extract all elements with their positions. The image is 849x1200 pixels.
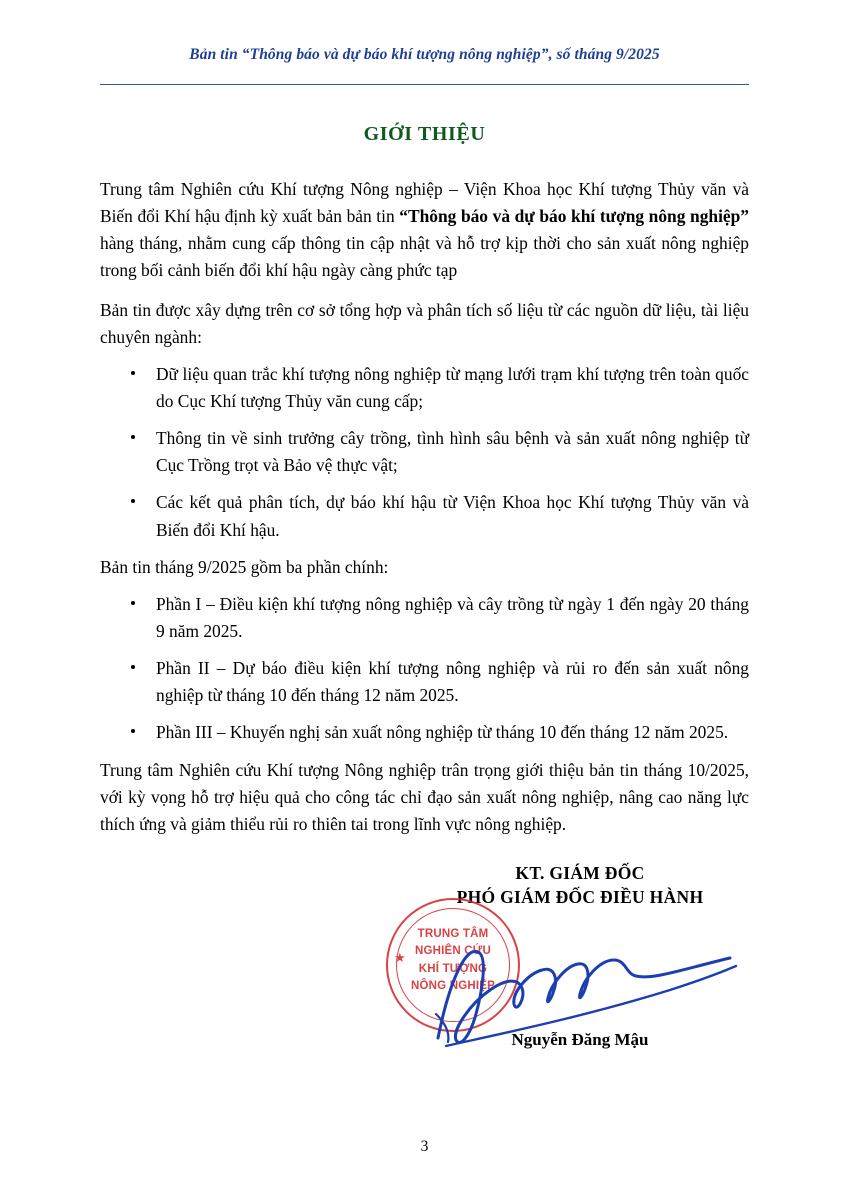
list-item-text: Phần III – Khuyến nghị sản xuất nông nghiệp từ tháng 10 đến tháng 12 năm 2025. — [156, 722, 729, 743]
parts-lead-paragraph: Bản tin tháng 9/2025 gồm ba phần chính: — [100, 556, 389, 577]
page-number: 3 — [420, 1138, 429, 1155]
list-item — [100, 361, 749, 415]
signature-title-line1: KT. GIÁM ĐỐC — [515, 862, 645, 883]
list-item — [100, 489, 749, 543]
list-item-text: Dữ liệu quan trắc khí tượng nông nghiệp từ mạng lưới trạm khí tượng trên toàn quốc do Cục Khí tượng Thủy văn cung cấp; — [156, 363, 749, 411]
signer-name: Nguyễn Đăng Mậu — [511, 1029, 649, 1049]
list-item — [100, 425, 749, 479]
seal-star-icon: ★ — [394, 949, 406, 965]
list-item-text: Phần I – Điều kiện khí tượng nông nghiệp và cây trồng từ ngày 1 đến ngày 20 tháng 9 năm 2025. — [156, 593, 749, 641]
parts-list — [100, 591, 749, 747]
bullet-dot-icon — [131, 435, 135, 439]
page-header — [100, 0, 749, 85]
bullet-dot-icon — [131, 601, 135, 605]
signature-block — [100, 862, 749, 1072]
bullet-dot-icon — [131, 665, 135, 669]
seal-text: TRUNG TÂM NGHIÊN CỨU KHÍ TƯỢNG NÔNG NGHIỆP — [411, 927, 495, 993]
bullet-dot-icon — [131, 371, 135, 375]
list-item — [100, 591, 749, 645]
intro-text-part1: Trung tâm Nghiên cứu Khí tượng Nông nghiệp – Viện Khoa học Khí tượng Thủy văn và Biến đổi Khí hậu định kỳ xuất bản bản tin — [100, 179, 749, 227]
page-title: GIỚI THIỆU — [363, 123, 486, 145]
list-item-text: Các kết quả phân tích, dự báo khí hậu từ Viện Khoa học Khí tượng Thủy văn và Biến đổi Khí hậu. — [156, 492, 749, 540]
bulletin-name: “Thông báo và dự báo khí tượng nông nghiệp” — [399, 206, 749, 227]
intro-text-part2: hàng tháng, nhằm cung cấp thông tin cập nhật và hỗ trợ kịp thời cho sản xuất nông nghiệp trong bối cảnh biến đổi khí hậu ngày càng phức tạp — [100, 233, 749, 281]
header-divider — [100, 84, 749, 85]
bullet-dot-icon — [131, 499, 135, 503]
sources-list — [100, 361, 749, 544]
document-body — [100, 176, 749, 838]
sources-lead-paragraph: Bản tin được xây dựng trên cơ sở tổng hợp và phân tích số liệu từ các nguồn dữ liệu, tài liệu chuyên ngành: — [100, 299, 749, 347]
list-item — [100, 655, 749, 709]
intro-paragraph — [100, 176, 749, 285]
bullet-dot-icon — [131, 729, 135, 733]
list-item-text: Phần II – Dự báo điều kiện khí tượng nông nghiệp và rủi ro đến sản xuất nông nghiệp từ tháng 10 đến tháng 12 năm 2025. — [156, 658, 749, 706]
list-item-text: Thông tin về sinh trưởng cây trồng, tình hình sâu bệnh và sản xuất nông nghiệp từ Cục Trồng trọt và Bảo vệ thực vật; — [156, 428, 749, 476]
signature-title-line2: PHÓ GIÁM ĐỐC ĐIỀU HÀNH — [456, 886, 704, 907]
list-item — [100, 719, 749, 746]
closing-paragraph: Trung tâm Nghiên cứu Khí tượng Nông nghiệp trân trọng giới thiệu bản tin tháng 10/2025, với kỳ vọng hỗ trợ hiệu quả cho công tác chỉ đạo sản xuất nông nghiệp, nâng cao năng lực thích ứng và giảm thiểu rủi ro thiên tai trong lĩnh vực nông nghiệp. — [100, 759, 749, 834]
running-header-title: Bản tin “Thông báo và dự báo khí tượng nông nghiệp”, số tháng 9/2025 — [189, 46, 660, 63]
